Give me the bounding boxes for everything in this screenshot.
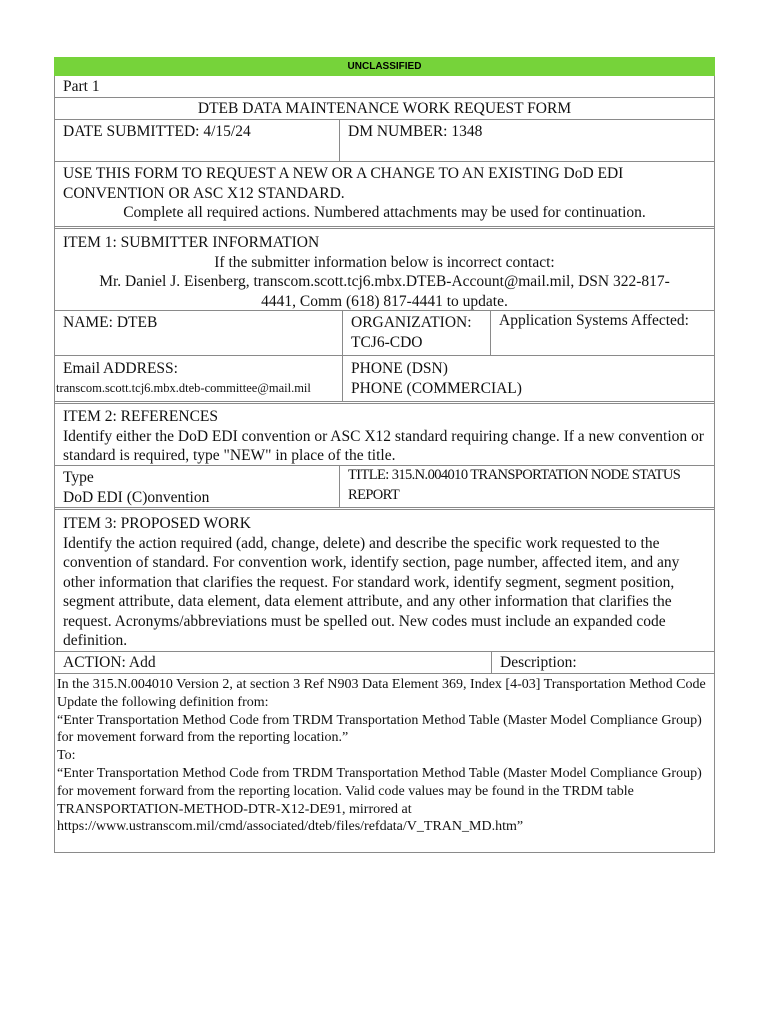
- organization-field: [342, 311, 490, 355]
- intro-line-1: USE THIS FORM TO REQUEST A NEW OR A CHANGE TO AN EXISTING DoD EDI CONVENTION OR ASC X12 STANDARD.: [63, 165, 624, 202]
- item2-instructions: Identify either the DoD EDI convention or ASC X12 standard requiring change. If a new convention or standard is required, type "NEW" in place of the title.: [63, 427, 704, 464]
- organization-value: TCJ6-CDO: [351, 333, 423, 351]
- intro-section: [55, 162, 714, 229]
- organization-label: ORGANIZATION:: [351, 314, 472, 331]
- item3-heading: ITEM 3: PROPOSED WORK: [63, 515, 251, 532]
- email-field: [55, 356, 342, 401]
- description-paragraph: To:: [57, 748, 76, 764]
- phone-commercial: PHONE (COMMERCIAL): [351, 379, 522, 397]
- classification-banner: UNCLASSIFIED: [54, 57, 715, 76]
- email-value: transcom.scott.tcj6.mbx.dteb-committee@mail.mil: [56, 380, 311, 395]
- type-label: Type: [63, 469, 94, 486]
- item1-text: [55, 229, 714, 310]
- item2-text: [55, 404, 714, 465]
- name-org-row: [55, 311, 714, 356]
- date-row: [55, 120, 714, 162]
- description-paragraph: “Enter Transportation Method Code from TRDM Transportation Method Table (Master Model Compliance Group) for movement forward from the reporting location.”: [57, 712, 702, 746]
- item1-note-2: Mr. Daniel J. Eisenberg, transcom.scott.tcj6.mbx.DTEB-Account@mail.mil, DSN 322-817-4441, Comm (618) 817-4441 to update.: [99, 273, 670, 310]
- type-title-row: [55, 466, 714, 510]
- type-value: DoD EDI (C)onvention: [63, 488, 210, 506]
- action-field: ACTION: Add: [63, 654, 156, 671]
- phone-dsn: PHONE (DSN): [351, 360, 448, 377]
- item1-note-1: If the submitter information below is incorrect contact:: [214, 253, 555, 271]
- email-label: Email ADDRESS:: [63, 360, 178, 377]
- item3-header: [55, 510, 714, 652]
- contact-row: [55, 356, 714, 404]
- systems-affected-field: Application Systems Affected:: [490, 311, 714, 355]
- type-field: [55, 466, 339, 507]
- item1-heading: ITEM 1: SUBMITTER INFORMATION: [63, 234, 320, 251]
- item2-heading: ITEM 2: REFERENCES: [63, 408, 219, 425]
- description-paragraph: “Enter Transportation Method Code from TRDM Transportation Method Table (Master Model Compliance Group) for movement forward from the reporting location. Valid code values may be found in the TRDM table TRANSPORTATION-METHOD-DTR-X12-DE91, mirrored at https://www.ustranscom.mil/cmd/associated/dteb/files/refdata/V_TRAN_MD.htm”: [57, 765, 702, 835]
- name-field: NAME: DTEB: [63, 314, 158, 331]
- part-row: [55, 76, 714, 98]
- work-request-form: [54, 57, 715, 853]
- item3-instructions: Identify the action required (add, change, delete) and describe the specific work requested to the convention of standard. For convention work, identify section, page number, affected item, and any other information that clarifies the request. For standard work, identify segment, segment position, segment attribute, data element, data element attribute, and any other information that clarifies the request. Acronyms/abbreviations must be spelled out. New codes must include an expanded code definition.: [63, 534, 680, 649]
- description-paragraph: Update the following definition from:: [57, 694, 269, 710]
- part-label: Part 1: [63, 78, 100, 95]
- form-body: [54, 76, 715, 853]
- item3-text: [55, 510, 714, 651]
- action-row: [55, 652, 714, 674]
- form-title: DTEB DATA MAINTENANCE WORK REQUEST FORM: [197, 100, 572, 117]
- item1-header: [55, 229, 714, 311]
- description-label: Description:: [491, 652, 714, 673]
- dm-number: DM NUMBER: 1348: [339, 120, 714, 161]
- item2-header: [55, 404, 714, 466]
- date-submitted: DATE SUBMITTED: 4/15/24: [63, 123, 251, 140]
- description-text: [55, 674, 714, 852]
- intro-line-2: Complete all required actions. Numbered attachments may be used for continuation.: [123, 204, 646, 221]
- description-row: [55, 674, 714, 852]
- description-paragraph: In the 315.N.004010 Version 2, at section 3 Ref N903 Data Element 369, Index [4-03] Transportation Method Code: [57, 677, 706, 692]
- title-row: [55, 98, 714, 120]
- intro-text: [55, 162, 714, 226]
- title-field: TITLE: 315.N.004010 TRANSPORTATION NODE STATUS REPORT: [339, 466, 714, 507]
- phone-field: [342, 356, 714, 401]
